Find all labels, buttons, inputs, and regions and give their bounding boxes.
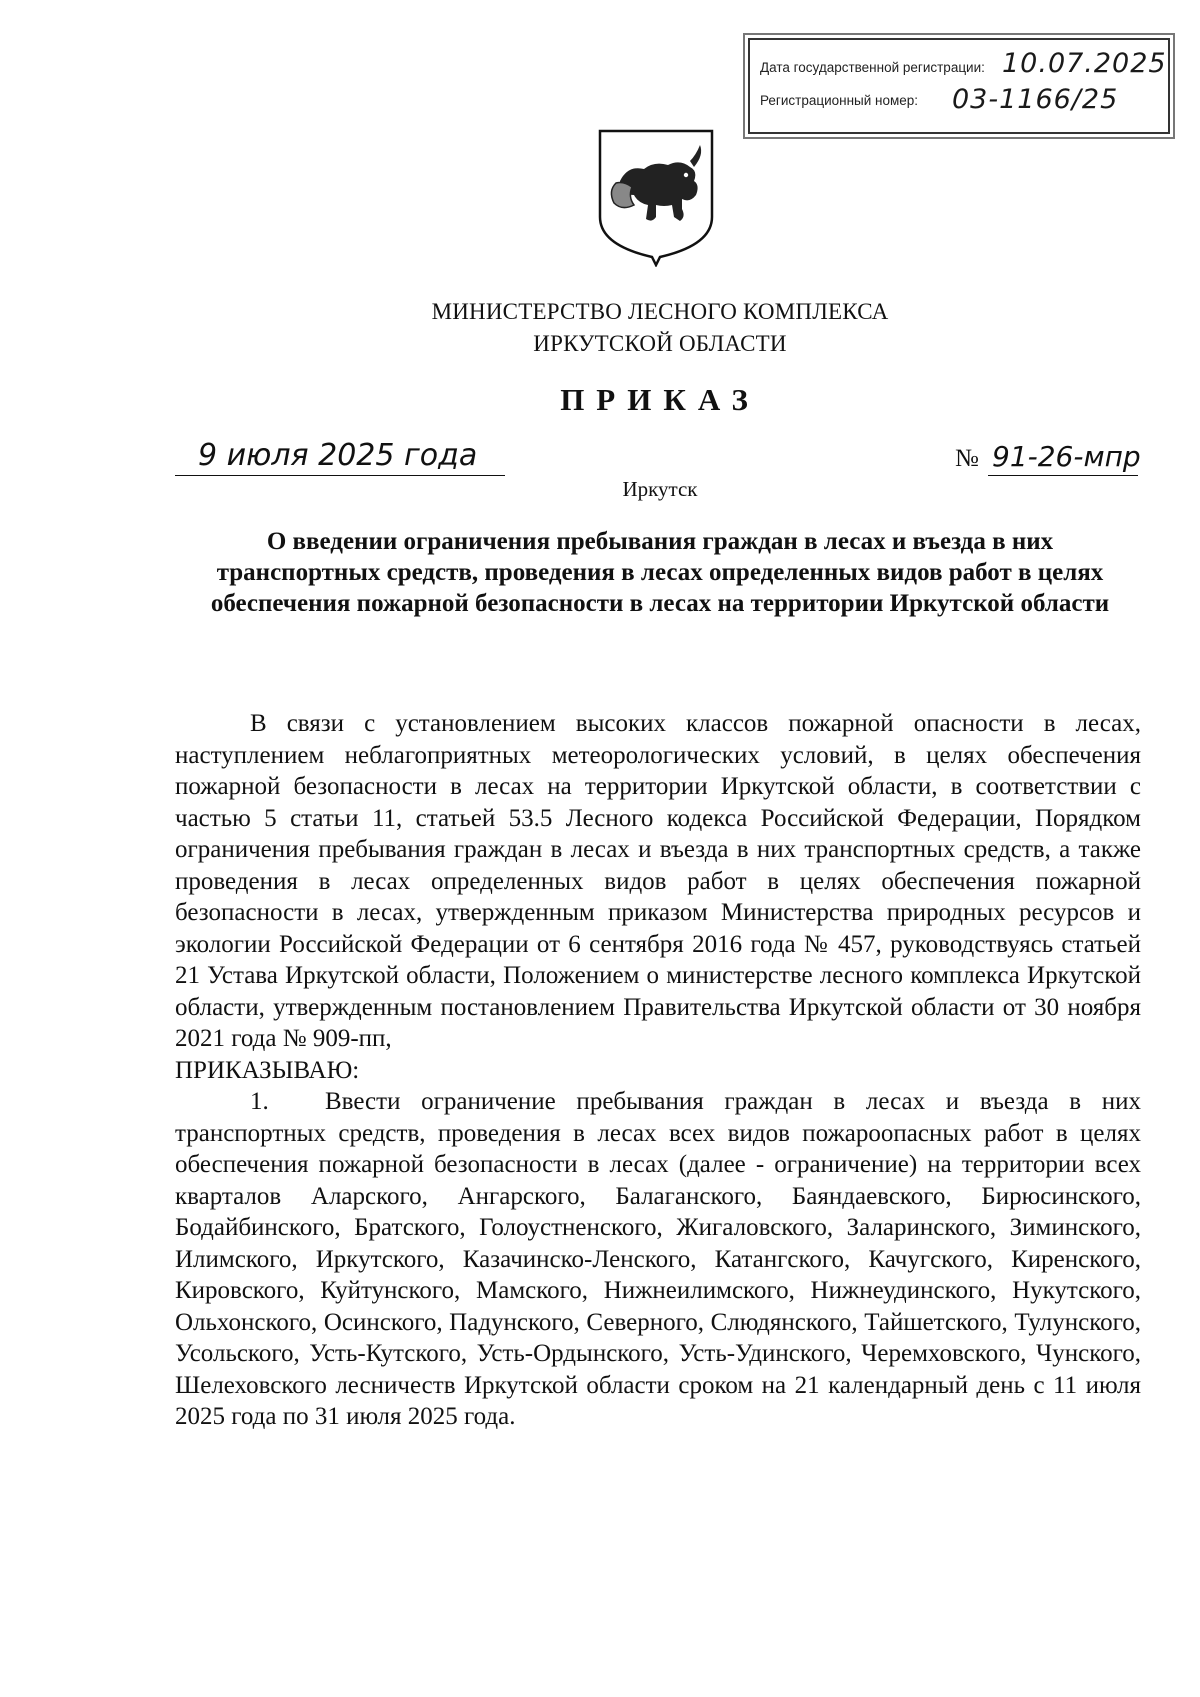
point-1-paragraph bbox=[175, 1086, 1141, 1433]
city-name: Иркутск bbox=[622, 477, 698, 501]
ministry-name bbox=[0, 296, 1200, 360]
registration-number-value: 03-1166/25 bbox=[952, 84, 1119, 115]
order-number: 91-26-мпр bbox=[992, 440, 1141, 473]
number-sign: № bbox=[955, 445, 979, 472]
document-type-title: ПРИКАЗ bbox=[560, 382, 760, 417]
coat-of-arms-emblem bbox=[594, 125, 718, 267]
preamble-paragraph: В связи с установлением высоких классов пожарной опасности в лесах, наступлением неблагоприятных метеорологических условий, в целях обеспечения пожарной безопасности в лесах на территории Иркутской области, в соответствии с частью 5 статьи 11, статьей 53.5 Лесного кодекса Российской Федерации, Порядком ограничения пребывания граждан в лесах и въезда в них транспортных средств, а также проведения в лесах определенных видов работ в целях обеспечения пожарной безопасности в лесах, утвержденным приказом Министерства природных ресурсов и экологии Российской Федерации от 6 сентября 2016 года № 457, руководствуясь статьей 21 Устава Иркутской области, Положением о министерстве лесного комплекса Иркутской области, утвержденным постановлением Правительства Иркутской области от 30 ноября 2021 года № 909-пп, bbox=[175, 710, 1141, 1052]
registration-stamp bbox=[748, 38, 1170, 134]
order-date: 9 июля 2025 года bbox=[198, 438, 478, 473]
ministry-name-line2: ИРКУТСКОЙ ОБЛАСТИ bbox=[533, 331, 787, 356]
point-1-text: Ввести ограничение пребывания граждан в лесах и въезда в них транспортных средств, проведения в лесах всех видов пожароопасных работ в целях обеспечения пожарной безопасности в лесах (далее - ограничение) на территории всех кварталов Аларского, Ангарского, Балаганского, Баяндаевского, Бирюсинского, Бодайбинского, Братского, Голоустненского, Жигаловского, Заларинского, Зиминского, Илимского, Иркутского, Казачинско-Ленского, Катангского, Качугского, Киренского, Кировского, Куйтунского, Мамского, Нижнеилимского, Нижнеудинского, Нукутского, Ольхонского, Осинского, Падунского, Северного, Слюдянского, Тайшетского, Тулунского, Усольского, Усть-Кутского, Усть-Ордынского, Усть-Удинского, Черемховского, Чунского, Шелеховского лесничеств Иркутской области сроком на 21 календарный день с 11 июля 2025 года по 31 июля 2025 года. bbox=[175, 1088, 1141, 1430]
registration-number-label: Регистрационный номер: bbox=[760, 93, 919, 108]
number-underline bbox=[988, 475, 1138, 476]
order-body bbox=[175, 708, 1141, 1433]
order-subject: О введении ограничения пребывания граждан в лесах и въезда в них транспортных средств, проведения в лесах определенных видов работ в целях обеспечения пожарной безопасности в лесах на территории Иркутской области bbox=[210, 528, 1110, 617]
order-keyword: ПРИКАЗЫВАЮ: bbox=[175, 1056, 360, 1084]
point-1-number: 1. bbox=[250, 1088, 269, 1115]
ministry-name-line1: МИНИСТЕРСТВО ЛЕСНОГО КОМПЛЕКСА bbox=[431, 299, 889, 324]
registration-date-label: Дата государственной регистрации: bbox=[760, 60, 985, 75]
date-underline bbox=[175, 475, 505, 476]
registration-date-value: 10.07.2025 bbox=[1002, 48, 1167, 79]
